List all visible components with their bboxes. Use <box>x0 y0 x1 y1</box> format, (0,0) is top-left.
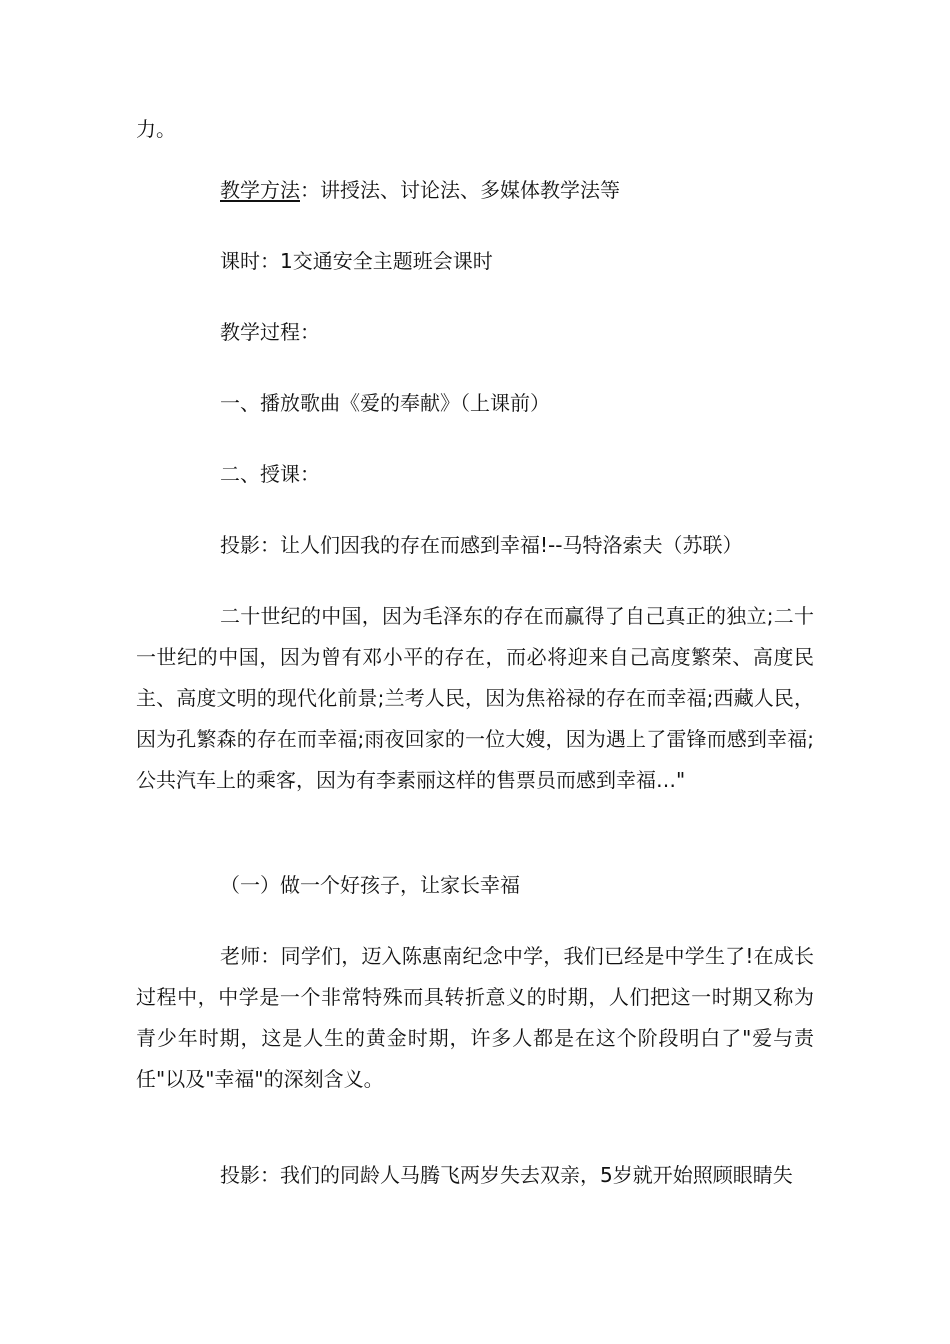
teaching-method-line <box>220 178 620 202</box>
century-paragraph: 二十世纪的中国，因为毛泽东的存在而赢得了自己真正的独立;二十一世纪的中国，因为曾有邓小平的存在，而必将迎来自己高度繁荣、高度民主、高度文明的现代化前景;兰考人民，因为焦裕禄的存在而幸福;西藏人民，因为孔繁森的存在而幸福;雨夜回家的一位大嫂，因为遇上了雷锋而感到幸福;公共汽车上的乘客，因为有李素丽这样的售票员而感到幸福…" <box>136 604 814 792</box>
teaching-method-label: 教学方法 <box>220 178 300 202</box>
teacher-paragraph: 老师：同学们，迈入陈惠南纪念中学，我们已经是中学生了!在成长过程中，中学是一个非常特殊而具转折意义的时期，人们把这一时期又称为青少年时期，这是人生的黄金时期，许多人都是在这个阶段明白了"爱与责任"以及"幸福"的深刻含义。 <box>136 944 814 1091</box>
projection-quote: 投影：让人们因我的存在而感到幸福!--马特洛索夫（苏联） <box>220 533 743 557</box>
teaching-process-heading: 教学过程： <box>220 320 320 344</box>
projection-story: 投影：我们的同龄人马腾飞两岁失去双亲，5岁就开始照顾眼睛失 <box>220 1163 793 1187</box>
continuation-text: 力。 <box>136 117 176 141</box>
step-two-heading: 二、授课： <box>220 462 320 486</box>
teaching-method-text: ：讲授法、讨论法、多媒体教学法等 <box>300 178 620 202</box>
section-one-heading: （一）做一个好孩子，让家长幸福 <box>220 873 520 897</box>
class-hours-line: 课时：1交通安全主题班会课时 <box>220 249 493 273</box>
step-one-heading: 一、播放歌曲《爱的奉献》（上课前） <box>220 391 550 415</box>
